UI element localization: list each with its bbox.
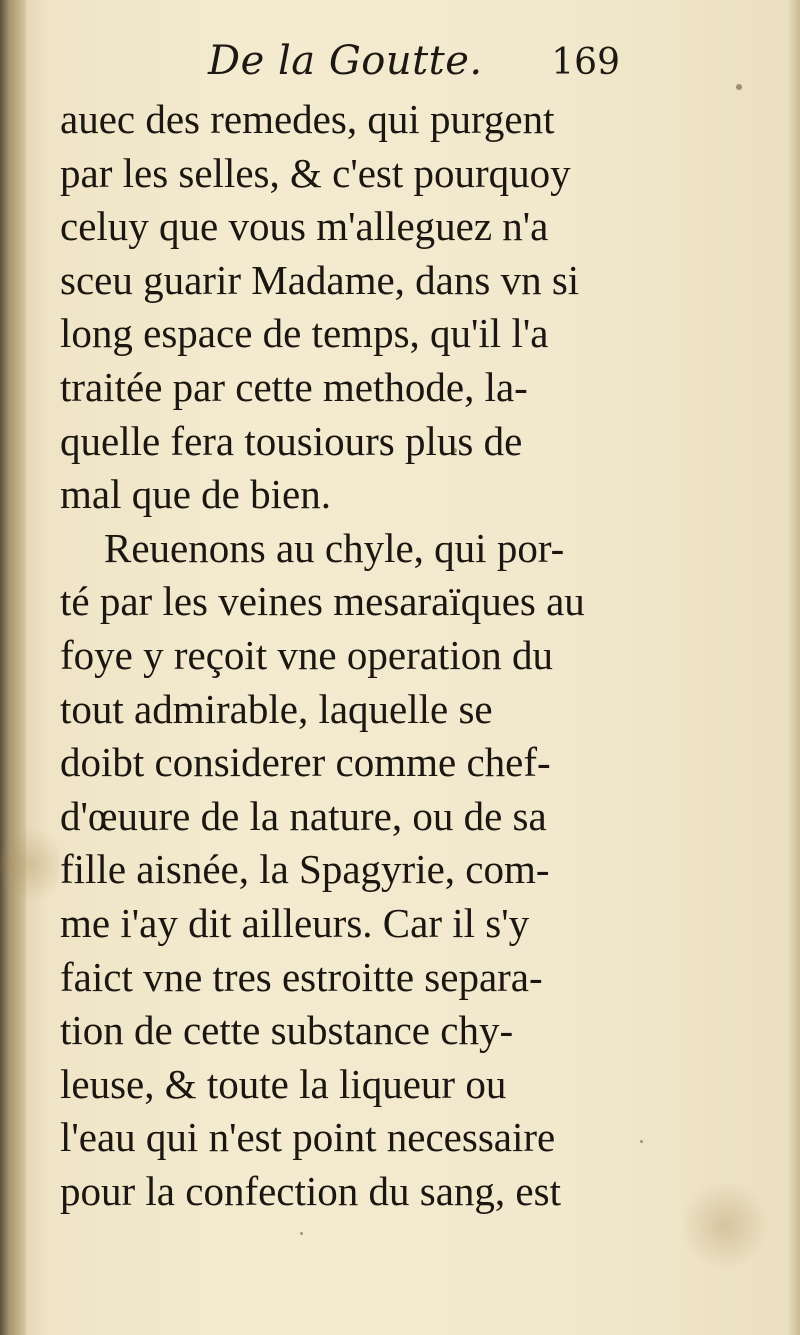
text-line: mal que de bien. — [60, 471, 331, 518]
text-line: doibt considerer comme chef- — [60, 739, 551, 786]
text-line: l'eau qui n'est point necessaire — [60, 1114, 556, 1161]
body-text — [60, 93, 620, 1218]
text-line: celuy que vous m'alleguez n'a — [60, 203, 549, 250]
paper-stain — [0, 820, 60, 910]
text-line: leuse, & toute la liqueur ou — [60, 1060, 507, 1107]
text-line: par les selles, & c'est pourquoy — [60, 149, 571, 196]
text-line: fille aisnée, la Spagyrie, com- — [60, 846, 550, 893]
text-line: me i'ay dit ailleurs. Car il s'y — [60, 899, 530, 946]
running-head — [60, 38, 620, 98]
text-line: faict vne tres estroitte separa- — [60, 953, 543, 1000]
text-line: auec des remedes, qui purgent — [60, 96, 555, 142]
text-line: foye y reçoit vne operation du — [60, 631, 553, 678]
paper-speck — [736, 84, 742, 90]
paper-speck — [452, 448, 457, 453]
page-edge — [788, 0, 800, 1335]
text-line: sceu guarir Madame, dans vn si — [60, 256, 580, 303]
page-number: 169 — [551, 42, 620, 83]
paper-speck — [300, 1232, 303, 1235]
text-line: traitée par cette methode, la- — [60, 363, 528, 410]
text-line: tion de cette substance chy- — [60, 1007, 514, 1054]
text-line: long espace de temps, qu'il l'a — [60, 310, 549, 357]
text-line: té par les veines mesaraïques au — [60, 578, 585, 625]
running-head-title: De la Goutte. — [208, 38, 483, 84]
text-line: pour la confection du sang, est — [60, 1167, 561, 1214]
text-line: d'œuure de la nature, ou de sa — [60, 792, 547, 839]
binding-gutter — [0, 0, 26, 1335]
text-line: tout admirable, laquelle se — [60, 685, 493, 732]
paragraph-first-line: Reuenons au chyle, qui por- — [104, 524, 565, 571]
text-line: quelle fera tousiours plus de — [60, 417, 523, 464]
paper-speck — [640, 1140, 643, 1143]
paper-stain — [680, 1180, 770, 1270]
